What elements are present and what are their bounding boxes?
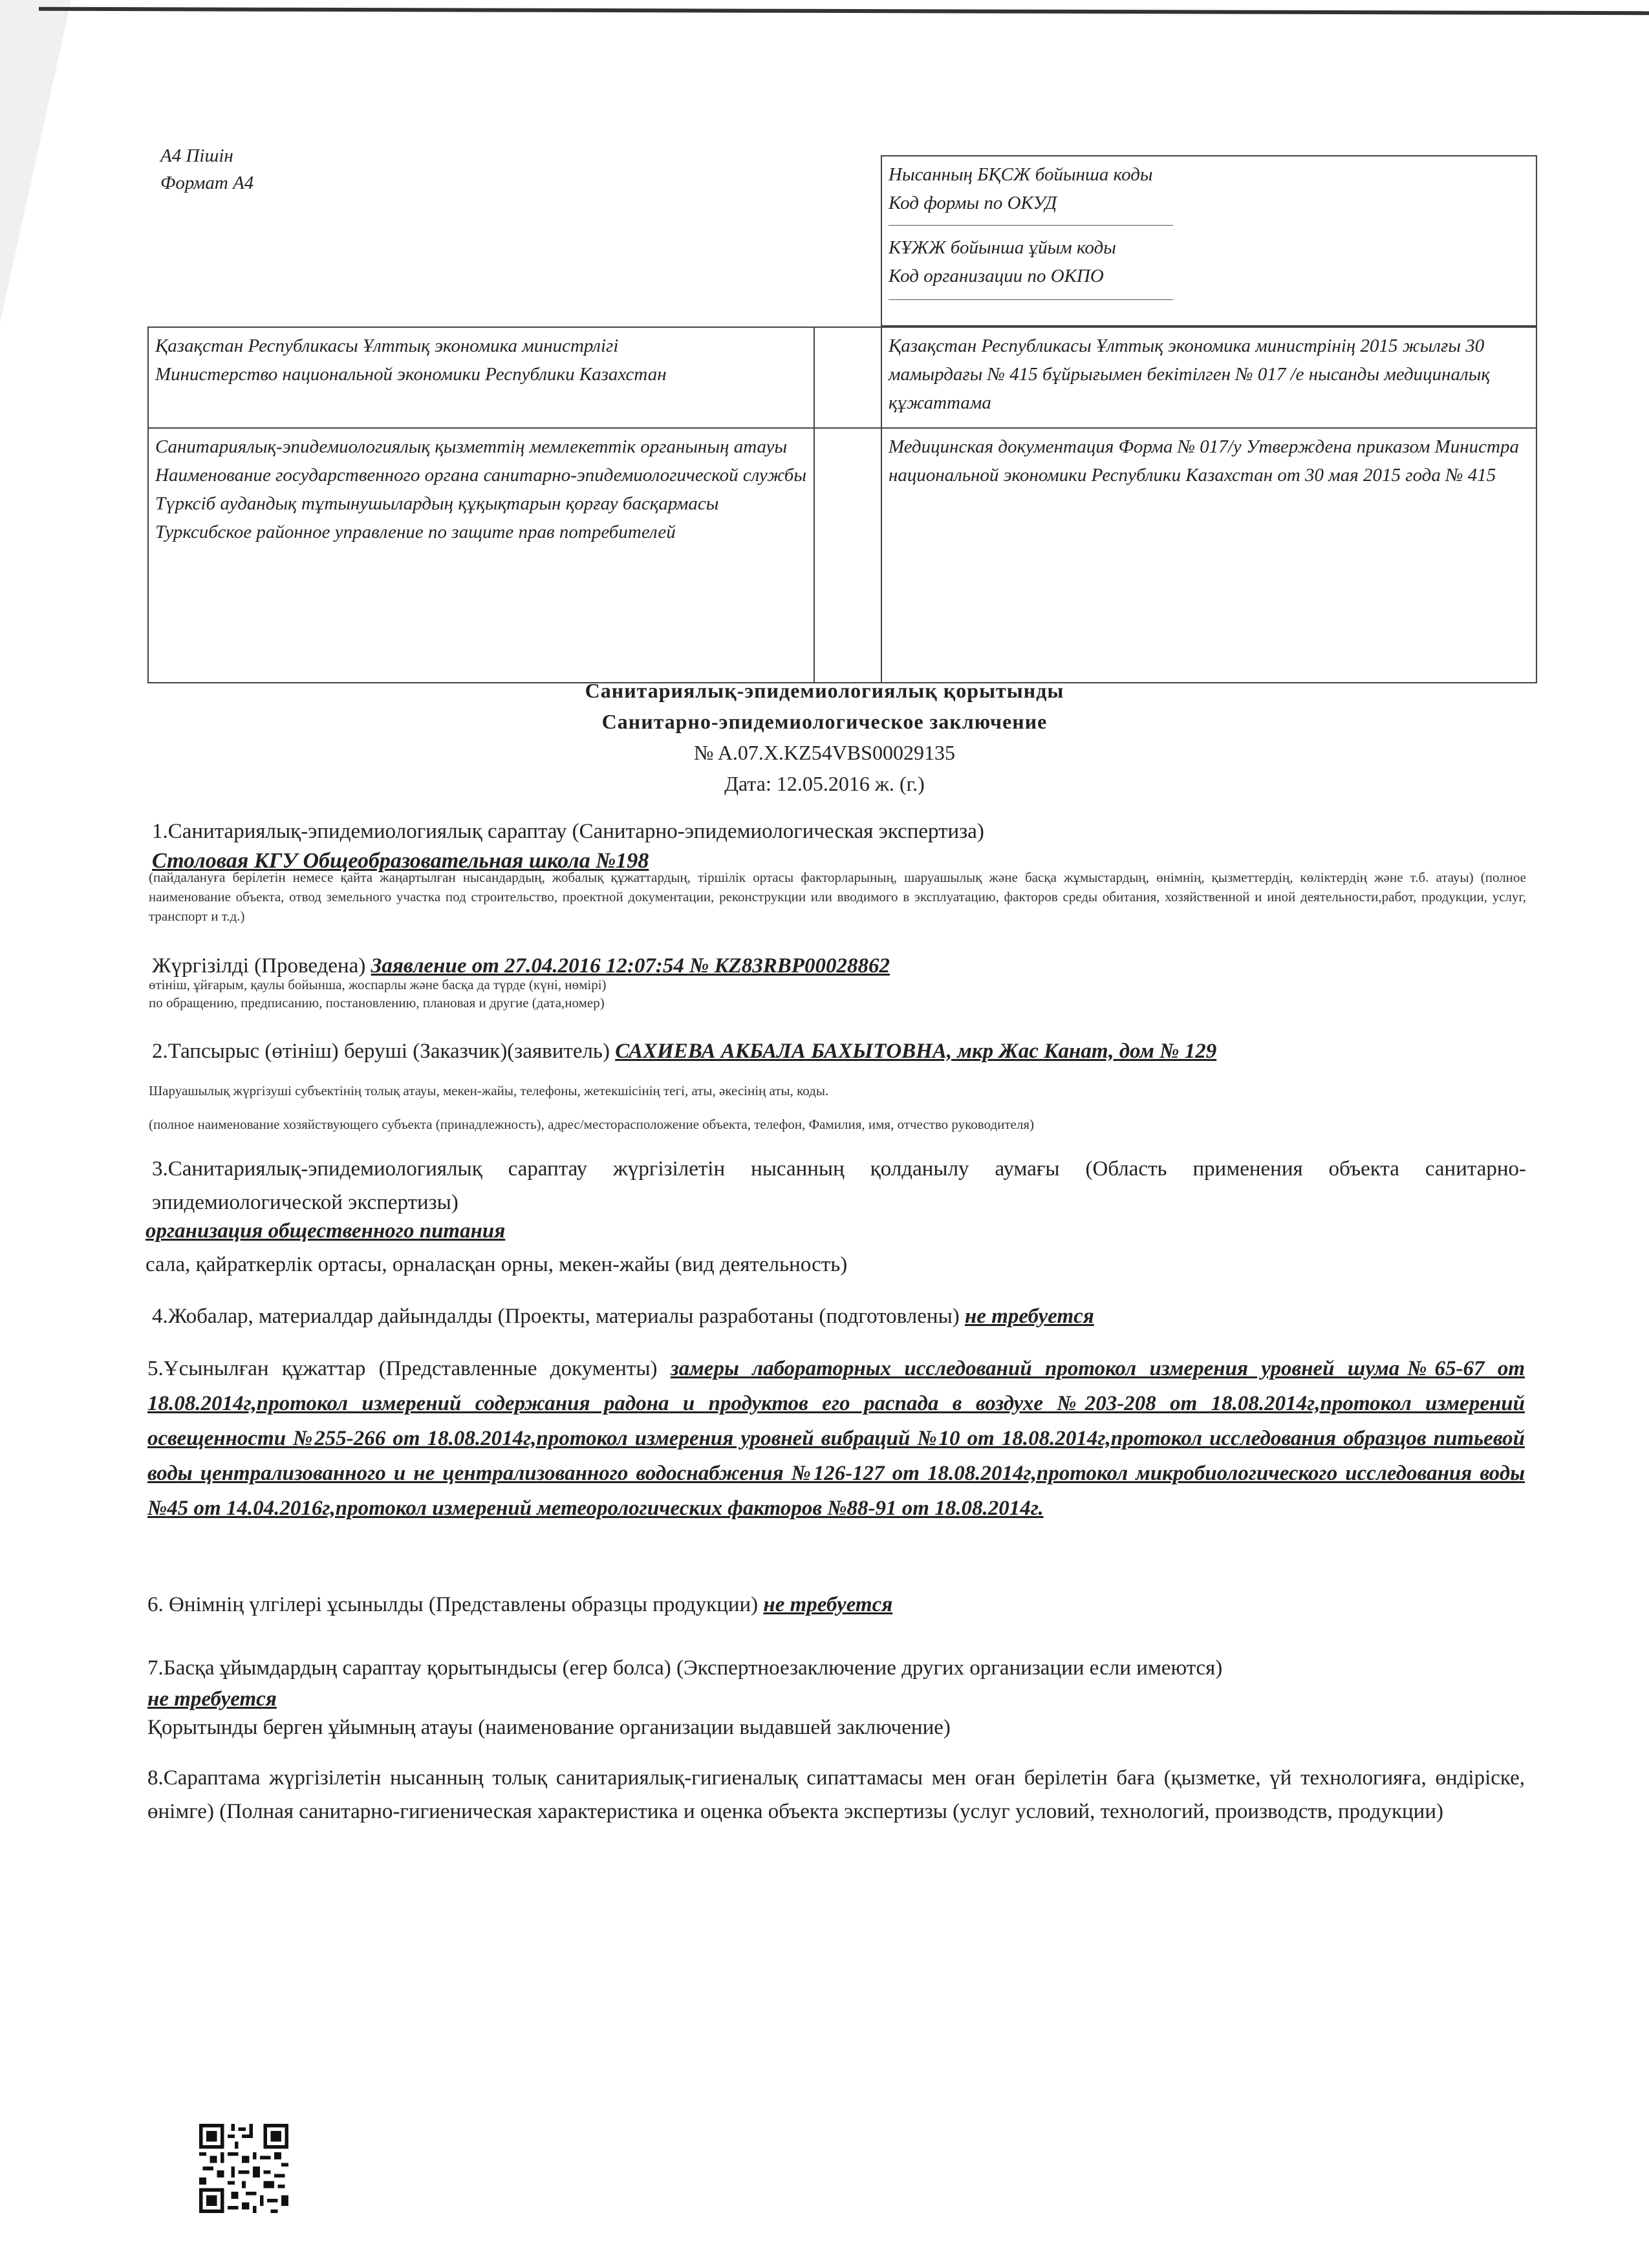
s2-heading: 2.Тапсырыс (өтініш) беруші (Заказчик)(заявитель) (152, 1040, 610, 1063)
approval-kz: Қазақстан Республикасы Ұлттық экономика министрінің 2015 жылғы 30 мамырдағы № 415 бұйрығымен бекітілген № 017 /е нысанды медициналық құжаттама (889, 336, 1490, 413)
s8-heading: 8.Сараптама жүргізілетін нысанның толық санитариялық-гигиеналық сипаттамасы мен оған берілетін баға (қызметке, үй технологияға, өндіріске, өнімге) (Полная санитарно-гигиеническая характеристика и оценка объекта экспертизы (услуг условий, технологий, производств, продукции) (147, 1766, 1525, 1823)
codes-box (881, 155, 1537, 326)
s5-value: замеры лабораторных исследований протокол измерения уровней шума№65-67 от 18.08.2014г,протокол измерений содержания радона и продуктов его распада в воздухе №203-208 от 18.08.2014г,протокол измерений освещенности №255-266 от 18.08.2014г,протокол измерения уровней вибраций №10 от 18.08.2014г,протокол исследования образцов питьевой воды централизованного и не централизованного водоснабжения №126-127 от 18.08.2014г,протокол микробиологического исследования воды №45 от 14.04.2016г,протокол измерений метеорологических факторов №88-91 от 18.08.2014г. (147, 1357, 1525, 1520)
organ-cell (147, 427, 815, 683)
s7-note: Қорытынды берген ұйымның атауы (наименование организации выдавшей заключение) (147, 1716, 951, 1739)
conducted-value: Заявление от 27.04.2016 12:07:54 № KZ83RBP00028862 (371, 954, 890, 978)
qr-code-icon (199, 2124, 288, 2213)
s2-value: САХИЕВА АКБАЛА БАХЫТОВНА, мкр Жас Канат, дом № 129 (615, 1040, 1217, 1063)
scan-top-edge (39, 7, 1649, 22)
s2-note-ru: (полное наименование хозяйствующего субъекта (принадлежность), адрес/месторасположение объекта, телефон, Фамилия, имя, отчество руководителя) (149, 1117, 1034, 1132)
s2-line (152, 1034, 1526, 1068)
conducted-label: Жүргізілді (Проведена) (152, 954, 366, 978)
s5-heading: 5.Ұсынылған құжаттар (Представленные документы) (147, 1357, 658, 1380)
conducted-note-kz: өтініш, ұйғарым, қаулы бойынша, жоспарлы және басқа да түрде (күні, нөмірі) (149, 977, 607, 992)
ministry-kz: Қазақстан Республикасы Ұлттық экономика министрлігі (155, 336, 619, 356)
s2-note-kz: Шаруашылық жүргізуші субъектінің толық атауы, мекен-жайы, телефоны, жетекшісінің тегі, аты, әкесінің аты, коды. (149, 1083, 829, 1098)
okpo-code-ru: Код организации по ОКПО (889, 266, 1104, 286)
s4-line (152, 1301, 1526, 1332)
ministry-cell (147, 326, 815, 429)
scan-corner-shadow (0, 0, 71, 323)
okpo-code-kz: КҰЖЖ бойынша ұйым коды (889, 237, 1116, 258)
s7-value: не требуется (147, 1687, 277, 1711)
organ-name-kz: Түрксіб аудандық тұтынушылардың құқықтарын қорғау басқармасы (155, 493, 719, 514)
okpo-code-blank (889, 299, 1173, 300)
s1-value: Столовая КГУ Общеобразовательная школа №198 (152, 849, 649, 873)
spacer-cell-1 (814, 326, 882, 429)
organ-label-ru: Наименование государственного органа санитарно-эпидемиологической службы (155, 465, 807, 486)
s6-line (147, 1589, 1522, 1620)
s6-value: не требуется (763, 1593, 893, 1616)
s3-heading: 3.Санитариялық-эпидемиологиялық сараптау жүргізілетін нысанның қолданылу аумағы (Область применения объекта санитарно-эпидемиологической экспертизы) (152, 1157, 1526, 1214)
s3-note: сала, қайраткерлік ортасы, орналасқан орны, мекен-жайы (вид деятельность) (146, 1253, 848, 1276)
approval-kz-cell (881, 326, 1537, 429)
spacer-cell-2 (814, 427, 882, 683)
ministry-ru: Министерство национальной экономики Республики Казахстан (155, 364, 667, 385)
organ-label-kz: Санитариялық-эпидемиологиялық қызметтің мемлекеттік органының атауы (155, 436, 788, 457)
s4-heading: 4.Жобалар, материалдар дайындалды (Проекты, материалы разработаны (подготовлены) (152, 1305, 960, 1328)
s1-heading: 1.Санитариялық-эпидемиологиялық сараптау (Санитарно-эпидемиологическая экспертиза) (152, 820, 984, 843)
s1-note: (пайдалануға берілетін немесе қайта жаңартылған нысандардың, жобалық құжаттардың, тіршілік ортасы факторларының, шаруашылық және басқа жұмыстардың, өнімнің, қызметтердің, көліктердің және т.б. атауы) (полное наименование объекта, отвод земельного участка под строительство, проектной документации, реконструкции или вводимого в эксплуатацию, факторов среды обитания, хозяйственной и иной деятельности,работ, продукции, услуг, транспорт и т.д.) (149, 870, 1526, 924)
form-label-kz: А4 Пішін (160, 145, 233, 166)
conducted-note-ru: по обращению, предписанию, постановлению, плановая и другие (дата,номер) (149, 995, 605, 1011)
okud-code-blank (889, 225, 1173, 226)
s5-block (147, 1351, 1525, 1526)
s7-heading: 7.Басқа ұйымдардың сараптау қорытындысы (егер болса) (Экспертноезаключение других организации если имеются) (147, 1656, 1223, 1680)
s4-value: не требуется (964, 1305, 1094, 1328)
okud-code-ru: Код формы по ОКУД (889, 193, 1057, 213)
approval-ru: Медицинская документация Форма № 017/у Утверждена приказом Министра национальной экономики Республики Казахстан от 30 мая 2015 года № 415 (889, 436, 1519, 486)
form-label-ru: Формат А4 (160, 173, 254, 193)
approval-ru-cell (881, 427, 1537, 683)
form-label (160, 142, 253, 197)
certificate-date: Дата: 12.05.2016 ж. (г.) (724, 772, 925, 795)
organ-name-ru: Турксибское районное управление по защите прав потребителей (155, 522, 676, 542)
title-kz: Санитариялық-эпидемиологиялық қорытынды (585, 679, 1064, 702)
okud-code-kz: Нысанның БҚСЖ бойынша коды (889, 164, 1153, 185)
s3-value: организация общественного питания (146, 1219, 506, 1243)
s6-heading: 6. Өнімнің үлгілері ұсынылды (Представлены образцы продукции) (147, 1593, 759, 1616)
title-ru: Санитарно-эпидемиологическое заключение (601, 710, 1048, 733)
certificate-number: № A.07.X.KZ54VBS00029135 (694, 741, 955, 764)
